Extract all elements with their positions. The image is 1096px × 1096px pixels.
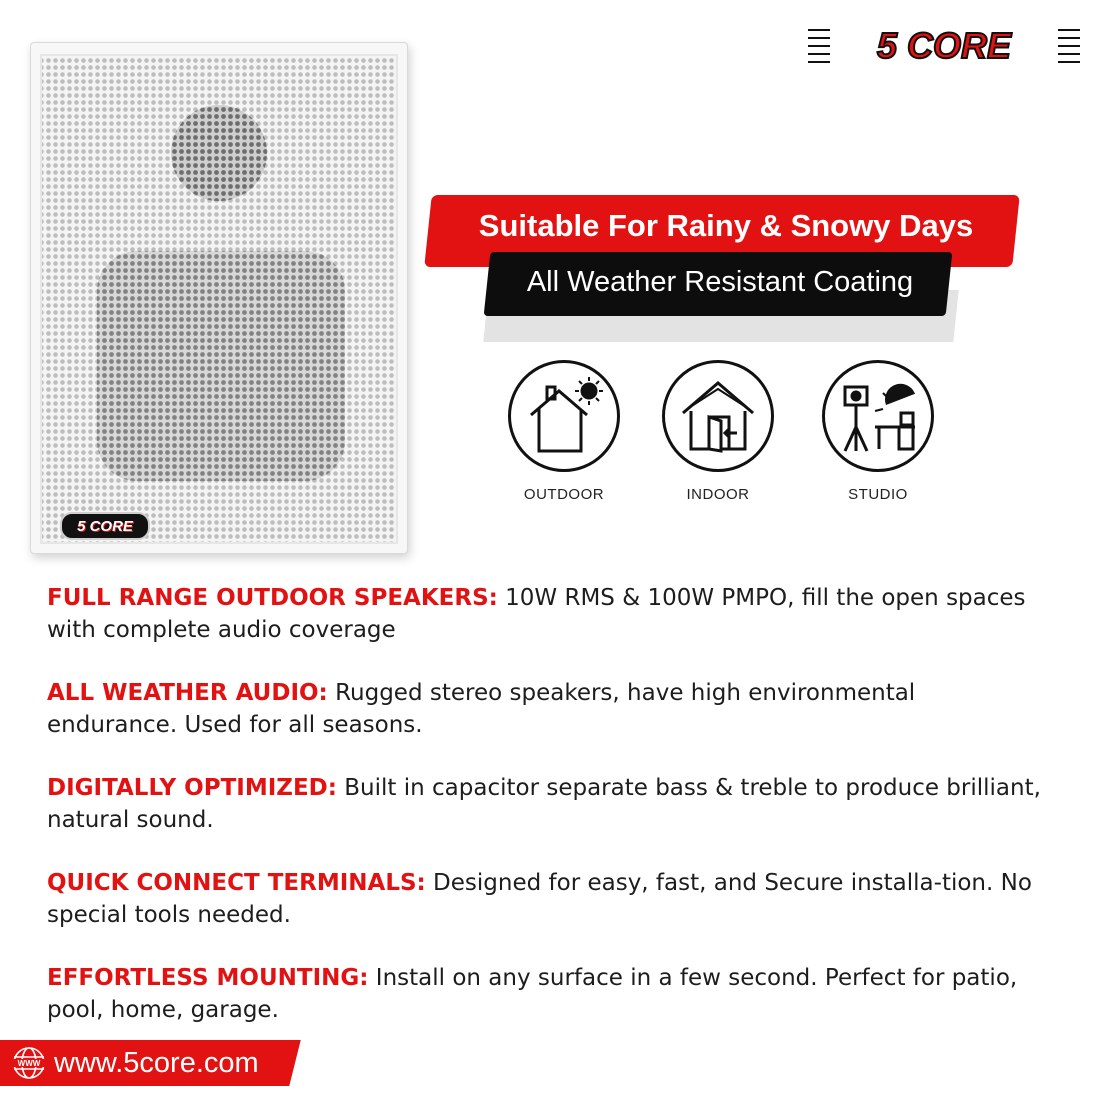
feature-text: Built in capacitor separate bass & treble to produce brilliant, natural sound.	[47, 775, 1041, 833]
feature-key: EFFORTLESS MOUNTING:	[47, 965, 369, 991]
feature-key: QUICK CONNECT TERMINALS:	[47, 870, 426, 896]
house-door-icon	[662, 360, 774, 472]
website-link[interactable]: www.5core.com	[54, 1047, 259, 1079]
usage-label: STUDIO	[848, 486, 908, 503]
house-sun-icon	[508, 360, 620, 472]
usage-label: OUTDOOR	[523, 486, 605, 503]
brand-logo	[808, 22, 1080, 66]
usage-indoor	[658, 360, 778, 510]
usage-studio	[818, 360, 938, 510]
feature-item	[47, 677, 1047, 741]
banner-secondary-text: All Weather Resistant Coating	[526, 266, 914, 298]
studio-desk-icon	[822, 360, 934, 472]
feature-text: Rugged stereo speakers, have high environmental endurance. Used for all seasons.	[47, 680, 916, 738]
feature-item	[47, 867, 1047, 931]
usage-outdoor	[504, 360, 624, 510]
feature-text: Install on any surface in a few second. Perfect for patio, pool, home, garage.	[47, 965, 1018, 1023]
feature-item	[47, 962, 1047, 1026]
speaker-grille	[31, 43, 407, 553]
logo-text: 5 CORE	[876, 25, 1012, 66]
woofer	[97, 251, 345, 481]
speaker-brand-badge: 5 CORE	[60, 512, 150, 540]
globe-icon	[12, 1046, 46, 1080]
banner-primary-text: Suitable For Rainy & Snowy Days	[478, 208, 974, 243]
speaker-product-image	[30, 42, 408, 554]
feature-list	[47, 582, 1047, 1057]
feature-text: 10W RMS & 100W PMPO, fill the open spaces with complete audio coverage	[47, 585, 1026, 643]
feature-key: ALL WEATHER AUDIO:	[47, 680, 328, 706]
feature-item	[47, 582, 1047, 646]
usage-label: INDOOR	[686, 486, 750, 503]
feature-key: DIGITALLY OPTIMIZED:	[47, 775, 337, 801]
feature-item	[47, 772, 1047, 836]
feature-key: FULL RANGE OUTDOOR SPEAKERS:	[47, 585, 498, 611]
feature-text: Designed for easy, fast, and Secure installa-tion. No special tools needed.	[47, 870, 1032, 928]
tweeter	[171, 105, 267, 201]
svg-text:WWW: WWW	[17, 1059, 41, 1068]
